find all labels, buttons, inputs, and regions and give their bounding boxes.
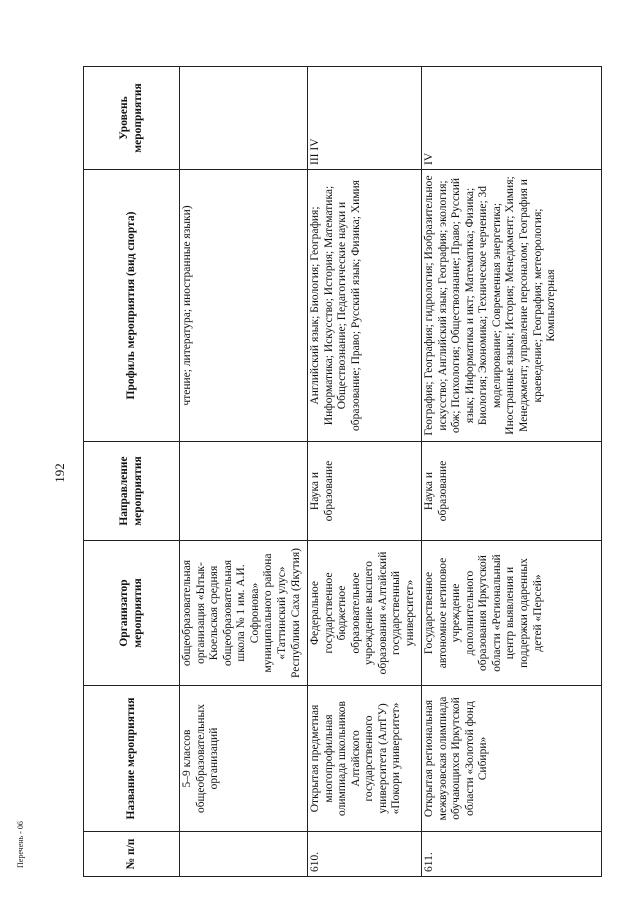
row-name: Открытая региональная межвузовская олимпиада обучающихся Иркутской области «Золотой фонд Сибири» (422, 686, 602, 832)
row-profile: чтение; литература; иностранные языки) (180, 170, 308, 442)
row-profile: Английский язык; Биология; География; Информатика; Искусство; История; Математика; Обществознание; Педагогические науки и образование; Право; Русский язык; Физика; Химия (308, 170, 422, 442)
header-num: № п/п (84, 832, 180, 877)
row-organizer: Государственное автономное нетиповое учреждение дополнительного образования Иркутской области «Региональный центр выявления и поддержки одаренных детей «Персей» (422, 541, 602, 686)
row-organizer: общеобразовательная организация «Ытык-Кюельская средняя общеобразовательная школа № 1 им. А.И. Софронова» муниципального района «Таттинский улус» Республики Саха (Якутия) (180, 541, 308, 686)
row-organizer: Федеральное государственное бюджетное образовательное учреждение высшего образования «Алтайский государственный университет» (308, 541, 422, 686)
events-table (83, 66, 602, 877)
header-organizer: Организатор мероприятия (84, 541, 180, 686)
table-row (308, 67, 422, 877)
row-profile: География; География; гидрология; Изобразительное искусство; Английский язык; География; экология; обж; Психология; Обществознание; Право; Русский язык; Информатика и икт; Математика; Физика; Биология; Экономика; Техническое черчение; 3d моделирование; Современная энергетика; Иностранные языки; История; Менеджмент; Химия; Менеджмент; управление персоналом; География и краеведение; География; метеорология; Компьютерная (422, 170, 602, 442)
row-num: 610. (308, 832, 422, 877)
row-name: 5–9 классов общеобразовательных организаций (180, 686, 308, 832)
row-num (180, 832, 308, 877)
header-name: Название мероприятия (84, 686, 180, 832)
header-row (84, 67, 180, 877)
header-profile: Профиль мероприятия (вид спорта) (84, 170, 180, 442)
row-name: Открытая предметная многопрофильная олимпиада школьников Алтайского государственного университета (АлтГУ) «Покори университет» (308, 686, 422, 832)
rotated-table-container (83, 67, 601, 877)
row-direction: Наука и образование (308, 442, 422, 541)
row-level (180, 67, 308, 170)
row-direction: Наука и образование (422, 442, 602, 541)
row-level: IV (422, 67, 602, 170)
table-row (422, 67, 602, 877)
header-level: Уровень мероприятия (84, 67, 180, 170)
footer-note: Перечень - 06 (16, 821, 25, 868)
table-row (180, 67, 308, 877)
row-level: III IV (308, 67, 422, 170)
row-num: 611. (422, 832, 602, 877)
row-direction (180, 442, 308, 541)
header-direction: Направление мероприятия (84, 442, 180, 541)
page-number: 192 (52, 463, 67, 483)
